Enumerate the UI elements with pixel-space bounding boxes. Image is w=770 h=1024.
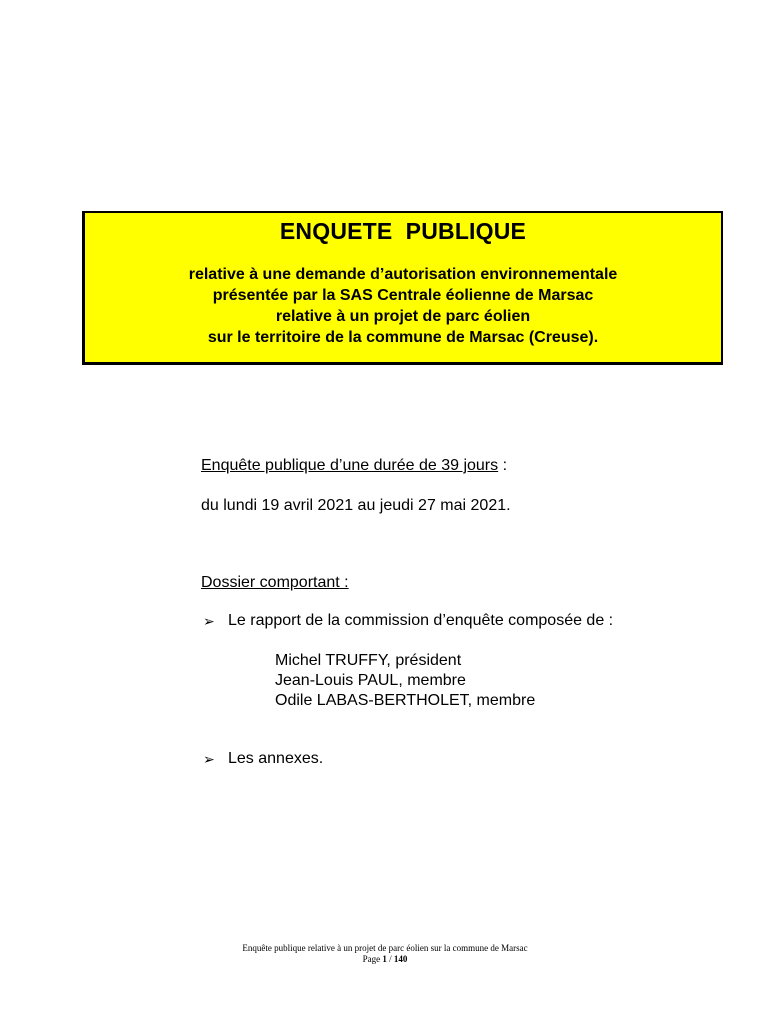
page-prefix: Page: [362, 954, 383, 964]
member-2: Jean-Louis PAUL, membre: [275, 672, 466, 689]
subtitle-line-1: relative à une demande d’autorisation environnementale: [188, 266, 618, 283]
page-total: 140: [393, 954, 408, 964]
dossier-heading: Dossier comportant :: [201, 574, 349, 591]
document-title: ENQUETE PUBLIQUE: [279, 218, 527, 244]
member-1: Michel TRUFFY, président: [275, 652, 462, 669]
subtitle-line-2: présentée par la SAS Centrale éolienne de Marsac: [212, 287, 594, 304]
duration-suffix: :: [498, 457, 508, 474]
arrow-bullet-icon: ➢: [203, 613, 215, 629]
page-current: 1: [382, 954, 387, 964]
duration-label: Enquête publique d’une durée de 39 jours: [201, 457, 499, 474]
dossier-item-annexes: Les annexes.: [228, 750, 324, 767]
page-number: [0, 954, 770, 965]
page-separator: /: [386, 954, 394, 964]
footer-line: Enquête publique relative à un projet de parc éolien sur la commune de Marsac: [242, 943, 528, 953]
title-box: [82, 211, 723, 365]
duration-dates: du lundi 19 avril 2021 au jeudi 27 mai 2021.: [201, 497, 511, 514]
dossier-item-report: Le rapport de la commission d’enquête composée de :: [228, 612, 614, 629]
subtitle-line-3: relative à un projet de parc éolien: [275, 308, 531, 325]
title-subtitle: [85, 264, 721, 348]
member-3: Odile LABAS-BERTHOLET, membre: [275, 692, 536, 709]
arrow-bullet-icon: ➢: [203, 751, 215, 767]
subtitle-line-4: sur le territoire de la commune de Marsac (Creuse).: [207, 329, 599, 346]
duration-heading: [201, 456, 507, 476]
